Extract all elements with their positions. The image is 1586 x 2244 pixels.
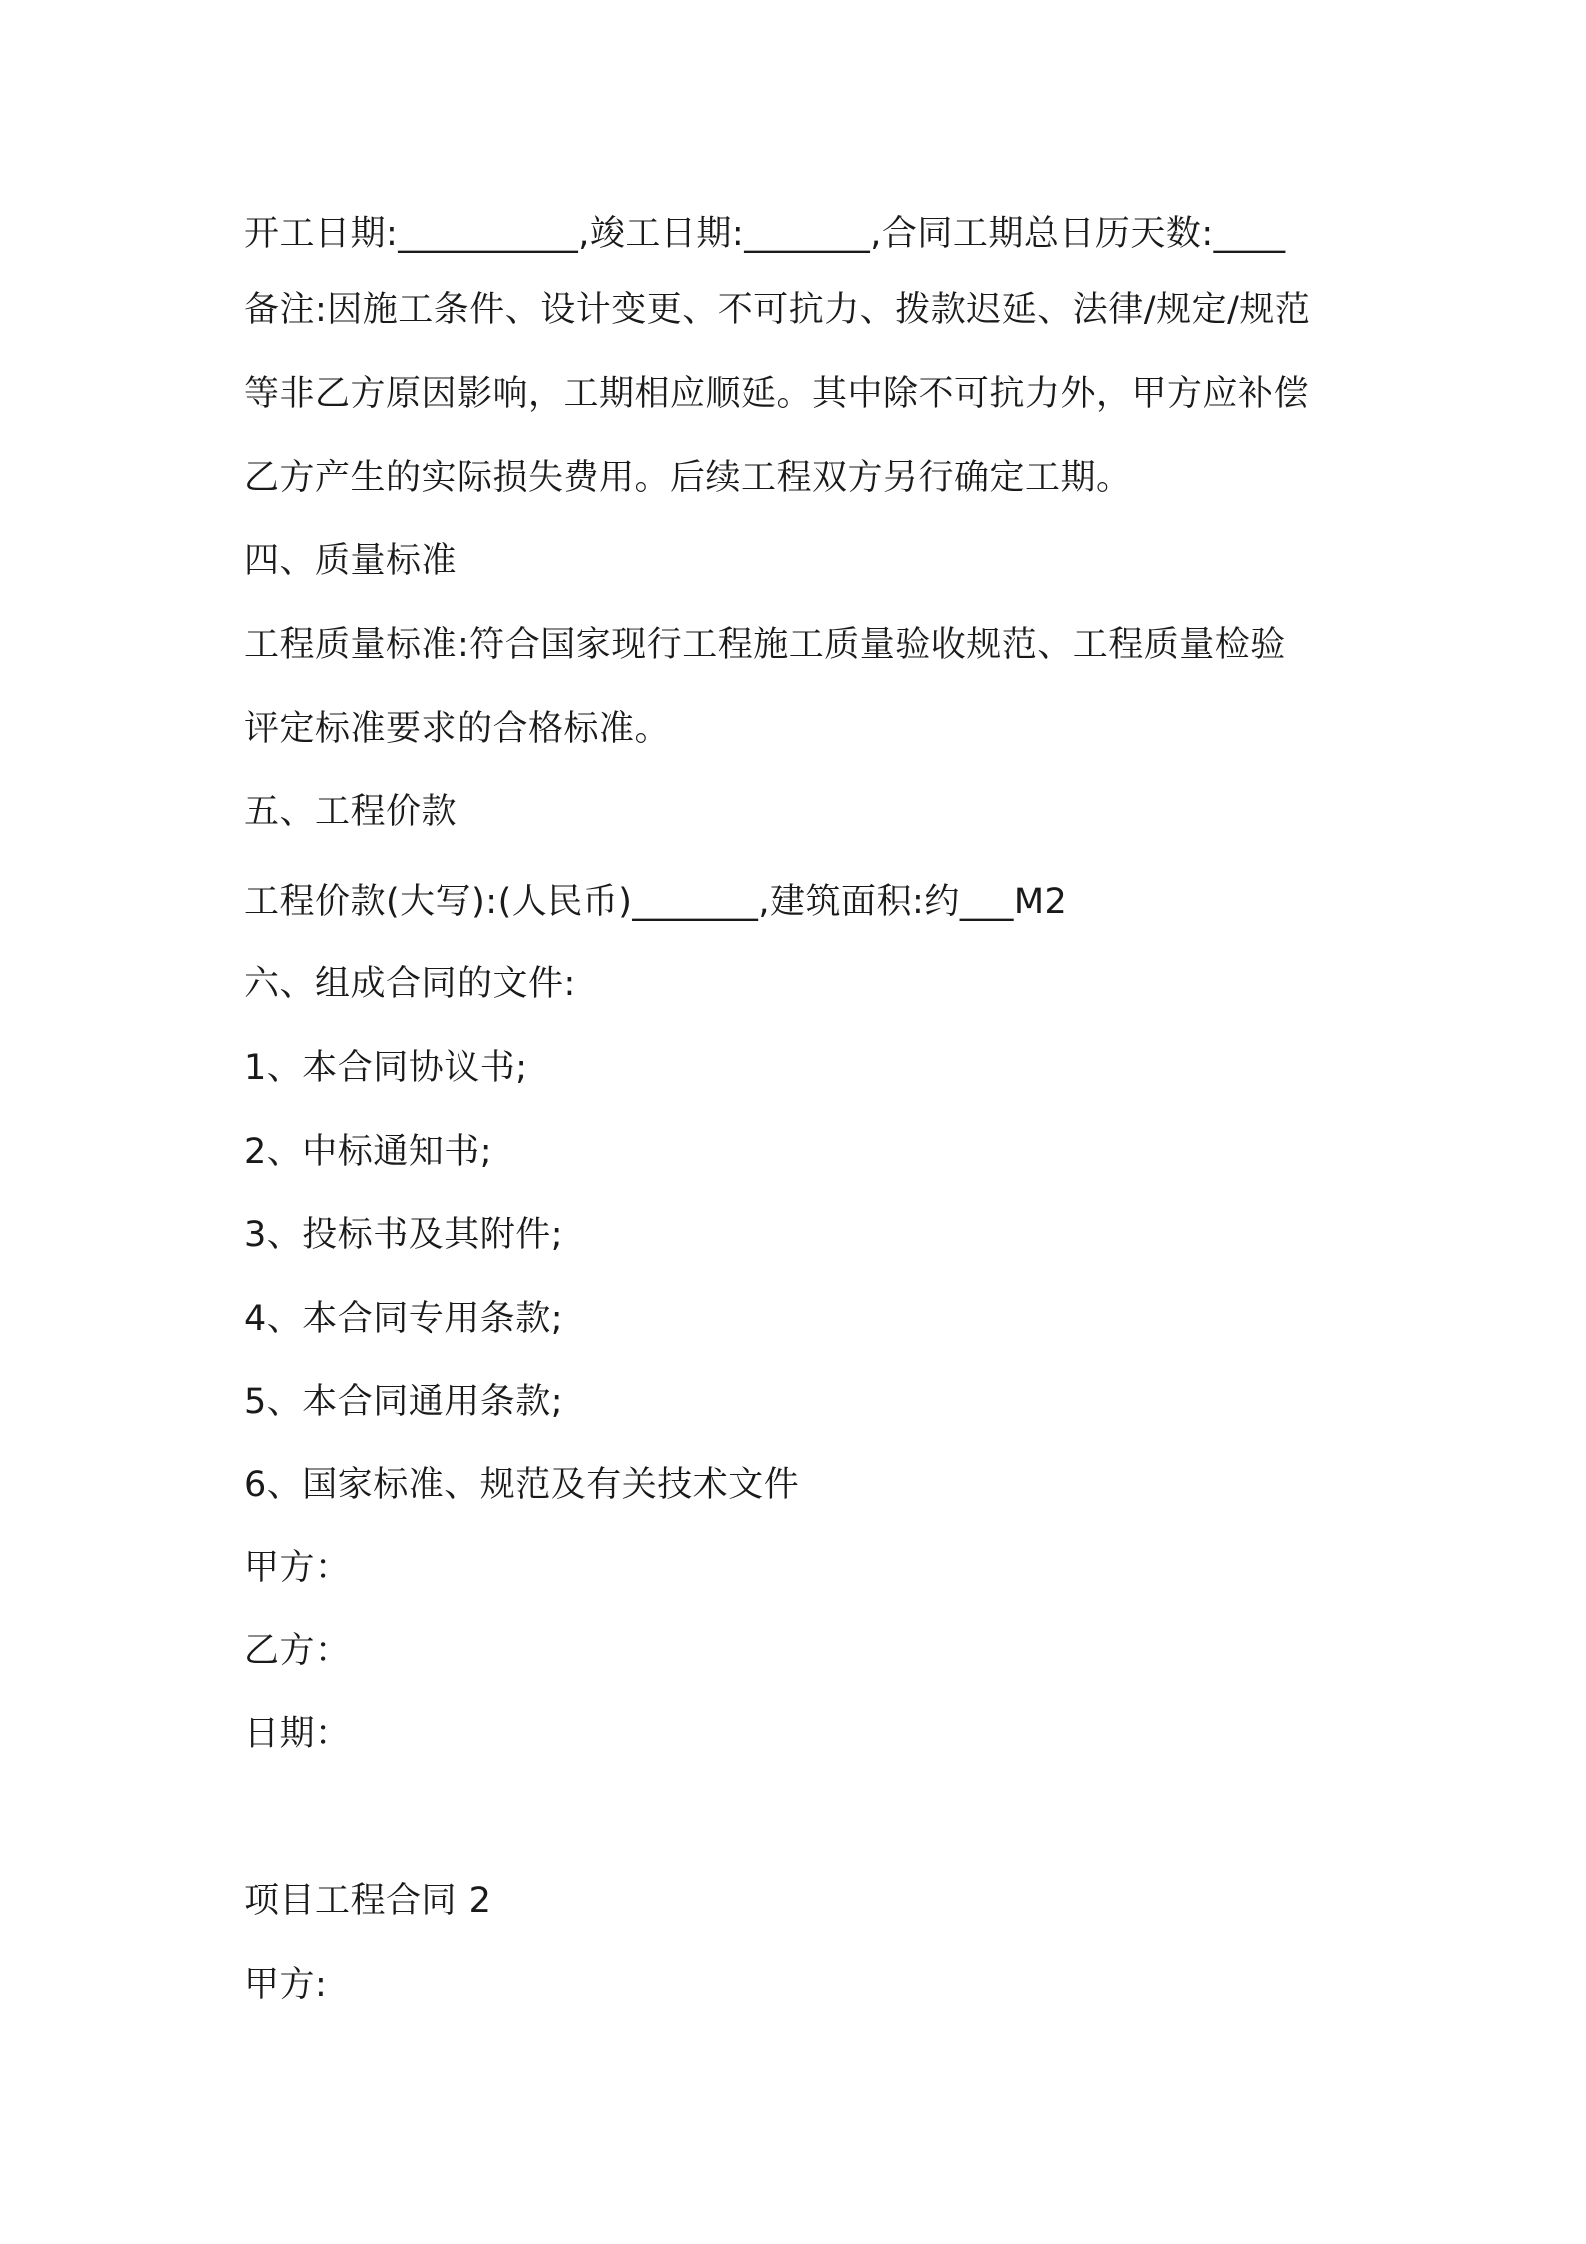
date-signature-label: 日期： xyxy=(244,1714,351,1754)
second-contract-party-a-label: 甲方: xyxy=(244,1965,328,2005)
section-heading-quality-standard: 四、质量标准 xyxy=(244,541,458,581)
contract-document-item-4: 4、本合同专用条款; xyxy=(244,1299,564,1339)
party-a-signature-label: 甲方： xyxy=(244,1548,351,1588)
contract-price-line: 工程价款(大写):(人民币)_______,建筑面积:约___M2 xyxy=(244,882,1068,922)
contract-document-item-6: 6、国家标准、规范及有关技术文件 xyxy=(244,1465,800,1505)
contract-document-item-3: 3、投标书及其附件; xyxy=(244,1215,564,1255)
remark-paragraph-line-3: 乙方产生的实际损失费用。后续工程双方另行确定工期。 xyxy=(244,458,1132,498)
quality-standard-line-1: 工程质量标准:符合国家现行工程施工质量验收规范、工程质量检验 xyxy=(244,625,1286,665)
second-contract-title: 项目工程合同 2 xyxy=(244,1881,492,1921)
contract-document-item-5: 5、本合同通用条款; xyxy=(244,1382,564,1422)
contract-document-item-2: 2、中标通知书; xyxy=(244,1132,493,1172)
section-heading-contract-documents: 六、组成合同的文件: xyxy=(244,964,576,1004)
contract-document-item-1: 1、本合同协议书; xyxy=(244,1048,528,1088)
remark-paragraph-line-2: 等非乙方原因影响，工期相应顺延。其中除不可抗力外，甲方应补偿 xyxy=(244,374,1310,414)
section-heading-contract-price: 五、工程价款 xyxy=(244,792,458,832)
schedule-dates-line: 开工日期:__________,竣工日期:_______,合同工期总日历天数:____ xyxy=(244,214,1286,254)
remark-paragraph-line-1: 备注:因施工条件、设计变更、不可抗力、拨款迟延、法律/规定/规范 xyxy=(244,290,1311,330)
quality-standard-line-2: 评定标准要求的合格标准。 xyxy=(244,709,671,749)
party-b-signature-label: 乙方： xyxy=(244,1631,351,1671)
